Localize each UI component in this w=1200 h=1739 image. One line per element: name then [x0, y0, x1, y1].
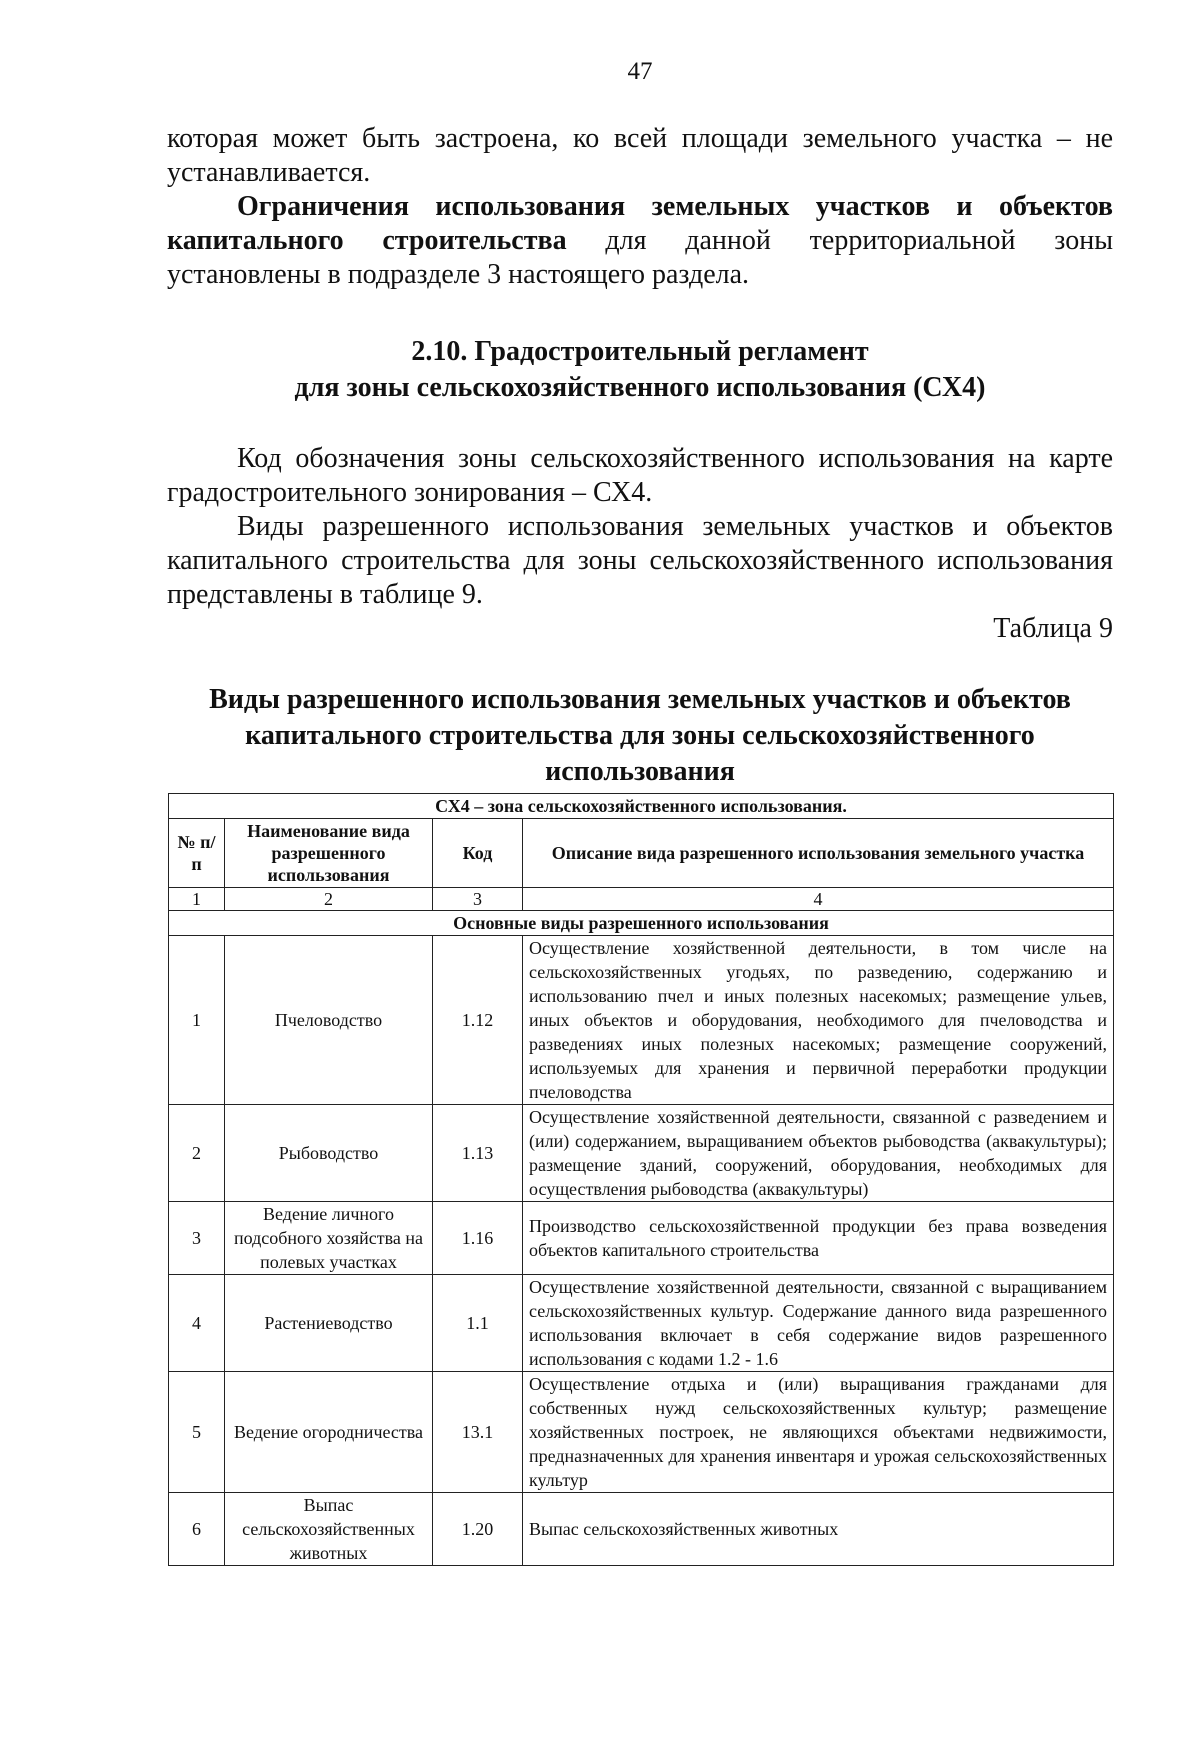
paragraph-continuation: которая может быть застроена, ко всей площади земельного участка – не устанавливается. [167, 123, 1113, 188]
row-name: Ведение личного подсобного хозяйства на полевых участках [225, 1202, 433, 1275]
row-num: 6 [169, 1493, 225, 1566]
paragraph-zone-code: Код обозначения зоны сельскохозяйственного использования на карте градостроительного зонирования – СХ4. [167, 443, 1113, 508]
page-body [167, 122, 1113, 790]
col-header-desc: Описание вида разрешенного использования земельного участка [523, 819, 1114, 888]
section-title-line1: 2.10. Градостроительный регламент [411, 336, 869, 367]
row-code: 1.20 [433, 1493, 523, 1566]
table-row [169, 936, 1114, 1105]
table-title-line3: использования [545, 756, 735, 787]
col-number: 1 [169, 888, 225, 911]
row-code: 13.1 [433, 1372, 523, 1493]
col-header-code: Код [433, 819, 523, 888]
row-name: Выпас сельскохозяйственных животных [225, 1493, 433, 1566]
col-header-name: Наименование вида разрешенного использования [225, 819, 433, 888]
row-num: 1 [169, 936, 225, 1105]
permitted-use-table [168, 793, 1114, 1566]
row-desc: Производство сельскохозяйственной продукции без права возведения объектов капитального строительства [523, 1202, 1114, 1275]
row-desc: Осуществление хозяйственной деятельности, связанной с разведением и (или) содержанием, выращиванием объектов рыбоводства (аквакультуры); размещение зданий, сооружений, оборудования, необходимых для осуществления рыбоводства (аквакультуры) [523, 1105, 1114, 1202]
row-desc: Осуществление отдыха и (или) выращивания гражданами для собственных нужд сельскохозяйственных культур; размещение хозяйственных построек, не являющихся объектами недвижимости, предназначенных для хранения инвентаря и урожая сельскохозяйственных культур [523, 1372, 1114, 1493]
row-code: 1.13 [433, 1105, 523, 1202]
section-label: Основные виды разрешенного использования [169, 911, 1114, 936]
row-code: 1.1 [433, 1275, 523, 1372]
col-number: 3 [433, 888, 523, 911]
row-name: Рыбоводство [225, 1105, 433, 1202]
section-title-line2: для зоны сельскохозяйственного использования (СХ4) [294, 372, 986, 403]
table-column-number-row [169, 888, 1114, 911]
col-number: 4 [523, 888, 1114, 911]
row-name: Пчеловодство [225, 936, 433, 1105]
row-desc: Выпас сельскохозяйственных животных [523, 1493, 1114, 1566]
col-header-num: № п/п [169, 819, 225, 888]
row-name: Растениеводство [225, 1275, 433, 1372]
col-number: 2 [225, 888, 433, 911]
table-title-line1: Виды разрешенного использования земельных участков и объектов [209, 684, 1071, 715]
restrictions-bold-text: Ограничения использования земельных участков и объектов капитального строительства [167, 191, 1113, 256]
row-code: 1.16 [433, 1202, 523, 1275]
row-desc: Осуществление хозяйственной деятельности, в том числе на сельскохозяйственных угодьях, по разведению, содержанию и использованию пчел и иных полезных насекомых; размещение ульев, иных объектов и оборудования, необходимого для пчеловодства и разведениях иных полезных насекомых; размещение сооружений, используемых для хранения и первичной переработки продукции пчеловодства [523, 936, 1114, 1105]
table-column-header-row [169, 819, 1114, 888]
table-section-row [169, 911, 1114, 936]
table-row [169, 1372, 1114, 1493]
row-desc: Осуществление хозяйственной деятельности, связанной с выращиванием сельскохозяйственных культур. Содержание данного вида разрешенного использования включает в себя содержание видов разрешенного использования с кодами 1.2 - 1.6 [523, 1275, 1114, 1372]
table-row [169, 1493, 1114, 1566]
table-row [169, 1275, 1114, 1372]
table-title-line2: капитального строительства для зоны сельскохозяйственного [245, 720, 1035, 751]
paragraph-table-reference: Виды разрешенного использования земельных участков и объектов капитального строительства для зоны сельскохозяйственного использования представлены в таблице 9. [167, 511, 1113, 610]
page-number: 47 [627, 58, 653, 85]
table-zone-header-row [169, 794, 1114, 819]
row-num: 3 [169, 1202, 225, 1275]
row-num: 5 [169, 1372, 225, 1493]
row-num: 4 [169, 1275, 225, 1372]
row-num: 2 [169, 1105, 225, 1202]
table-caption: Таблица 9 [993, 613, 1113, 644]
row-code: 1.12 [433, 936, 523, 1105]
row-name: Ведение огородничества [225, 1372, 433, 1493]
zone-header: СХ4 – зона сельскохозяйственного использования. [169, 794, 1114, 819]
table-row [169, 1105, 1114, 1202]
restrictions-rest-text: для данной территориальной зоны установлены в подразделе 3 настоящего раздела. [167, 225, 1114, 290]
paragraph-restrictions [167, 190, 1113, 292]
table-row [169, 1202, 1114, 1275]
